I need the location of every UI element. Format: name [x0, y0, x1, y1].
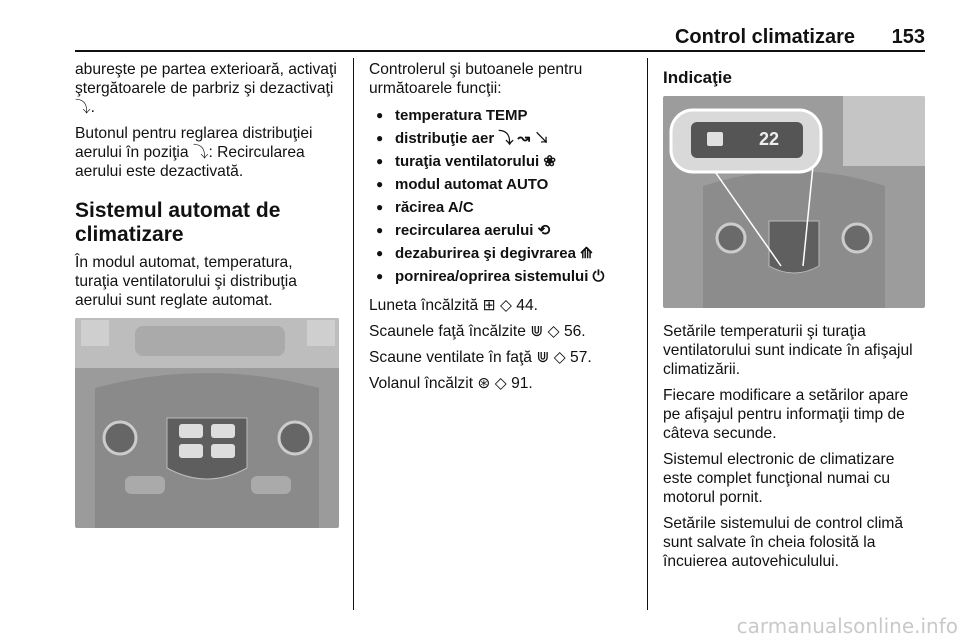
paragraph: Fiecare modificare a setărilor apare pe afişajul pentru informaţii timp de câteva secunde. — [663, 387, 909, 442]
climate-display-image — [663, 96, 925, 308]
climate-control-panel-image — [75, 318, 339, 528]
cross-reference: Luneta încălzită ⊞ ◇ 44. — [369, 297, 538, 314]
list-item: ● modul automat AUTO — [369, 175, 639, 198]
paragraph: Controlerul şi butoanele pentru următoarele funcţii: — [369, 61, 583, 97]
column-2 — [369, 60, 639, 400]
paragraph: În modul automat, temperatura, turaţia ventilatorului şi distribuţia aerului sunt reglate automat. — [75, 254, 297, 309]
paragraph: abureşte pe partea exterioară, activaţi ştergătoarele de parbriz şi dezactivaţi ⤵. — [75, 61, 337, 116]
page-number: 153 — [891, 26, 925, 48]
section-heading: Indicaţie — [663, 68, 732, 87]
column-3-text — [663, 322, 928, 578]
column-divider-2 — [647, 58, 648, 610]
header-rule — [75, 50, 925, 52]
column-3 — [663, 60, 928, 100]
column-divider-1 — [353, 58, 354, 610]
paragraph: Setările temperaturii şi turaţia ventilatorului sunt indicate în afişajul climatizării. — [663, 323, 913, 378]
climate-panel-illustration — [75, 318, 339, 528]
list-item: ● răcirea A/C — [369, 198, 639, 221]
paragraph: Sistemul electronic de climatizare este complet funcţional numai cu motorul pornit. — [663, 451, 895, 506]
section-heading: Sistemul automat de climatizare — [75, 199, 281, 246]
column-1 — [75, 60, 340, 317]
cross-reference: Scaunele faţă încălzite ⋓ ◇ 56. — [369, 323, 586, 340]
list-item: ● temperatura TEMP — [369, 106, 639, 129]
watermark: carmanualsonline.info — [736, 614, 958, 638]
list-item: ● pornirea/oprirea sistemului ⏻ — [369, 267, 639, 290]
list-item: ● turaţia ventilatorului ❀ — [369, 152, 639, 175]
list-item: ● distribuţie aer ⤵ ↝ ↘ — [369, 129, 639, 152]
function-list — [369, 106, 639, 290]
display-temperature-readout: 22 — [759, 129, 780, 149]
section-title: Control climatizare — [674, 26, 855, 48]
paragraph: Setările sistemului de control climă sunt salvate în cheia folosită la încuierea autovehiculului. — [663, 515, 904, 570]
cross-reference: Scaune ventilate în faţă ⋓ ◇ 57. — [369, 349, 592, 366]
cross-reference: Volanul încălzit ⊛ ◇ 91. — [369, 375, 533, 392]
list-item: ● dezaburirea şi degivrarea ⟰ — [369, 244, 639, 267]
list-item: ● recircularea aerului ⟲ — [369, 221, 639, 244]
display-illustration — [663, 96, 925, 308]
paragraph: Butonul pentru reglarea distribuţiei aerului în poziţia ⤵: Recircularea aerului este dezactivată. — [75, 125, 313, 180]
